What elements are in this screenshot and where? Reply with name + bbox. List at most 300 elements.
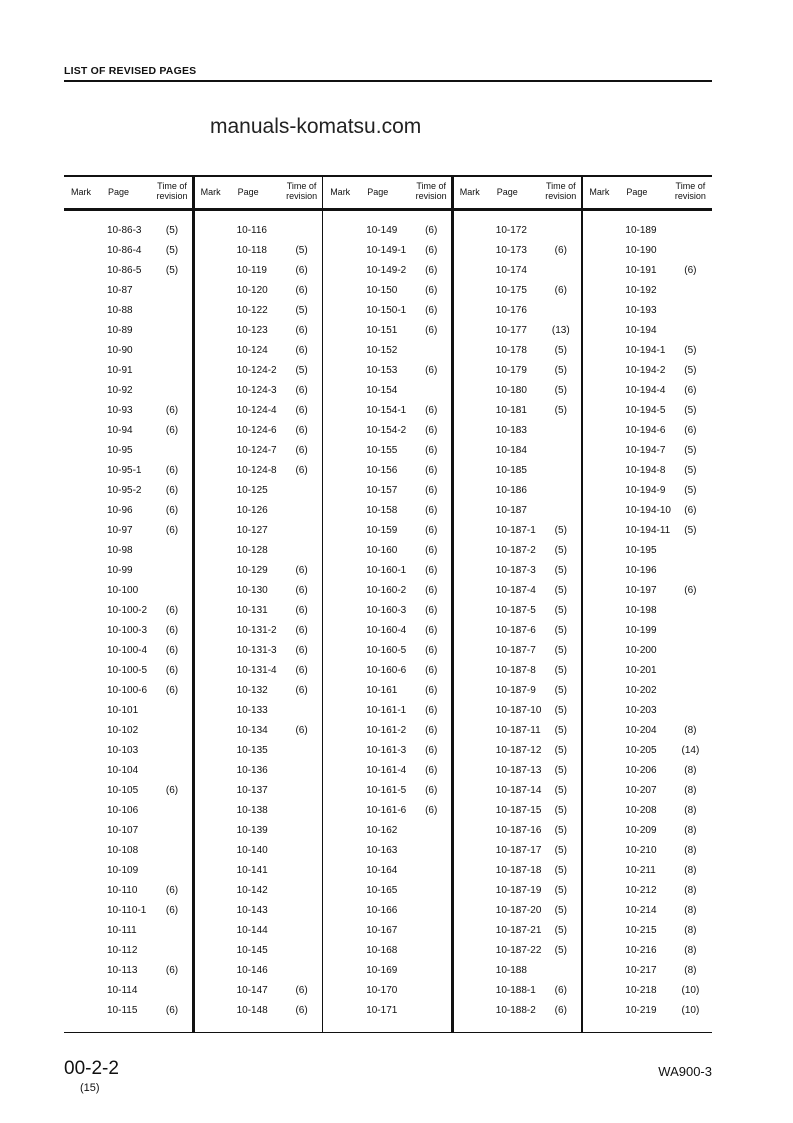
page-cell: 10-193 — [625, 305, 657, 316]
table-row — [323, 365, 453, 379]
table-row — [453, 945, 583, 959]
page-cell: 10-112 — [107, 945, 138, 956]
page-cell: 10-192 — [625, 285, 657, 296]
page-cell: 10-186 — [495, 485, 527, 496]
page-cell: 10-103 — [107, 745, 139, 756]
page-cell: 10-100-4 — [107, 645, 148, 656]
table-row — [64, 625, 194, 639]
table-row — [582, 565, 712, 579]
table-row — [64, 265, 194, 279]
page-cell: 10-204 — [625, 725, 657, 736]
table-row — [194, 845, 324, 859]
table-row — [194, 505, 324, 519]
table-row — [453, 605, 583, 619]
revision-cell: (5) — [554, 365, 567, 376]
page-cell: 10-114 — [107, 985, 138, 996]
revision-cell: (5) — [165, 265, 179, 276]
page-cell: 10-124-6 — [236, 425, 277, 436]
page-cell: 10-91 — [107, 365, 133, 376]
page-cell: 10-88 — [107, 305, 133, 316]
page-cell: 10-211 — [625, 865, 656, 876]
table-row — [453, 305, 583, 319]
table-row — [453, 845, 583, 859]
revision-cell: (8) — [684, 785, 697, 796]
page-cell: 10-161 — [366, 685, 398, 696]
revision-cell: (5) — [295, 365, 308, 376]
revision-cell: (8) — [684, 725, 697, 736]
page-cell: 10-181 — [495, 405, 527, 416]
table-row — [582, 265, 712, 279]
table-row — [64, 505, 194, 519]
page-cell: 10-125 — [236, 485, 268, 496]
page-cell: 10-124-8 — [236, 465, 277, 476]
revision-cell: (5) — [684, 365, 697, 376]
page-cell: 10-187-4 — [495, 585, 536, 596]
revision-cell: (6) — [295, 1005, 308, 1016]
table-row — [64, 485, 194, 499]
table-row — [64, 345, 194, 359]
page-cell: 10-194 — [625, 325, 657, 336]
table-row — [453, 705, 583, 719]
revision-cell: (6) — [425, 805, 438, 816]
page-cell: 10-191 — [625, 265, 657, 276]
page-cell: 10-150-1 — [366, 305, 407, 316]
revision-cell: (5) — [554, 905, 567, 916]
page-cell: 10-160-6 — [366, 665, 407, 676]
table-row — [64, 645, 194, 659]
table-row — [582, 485, 712, 499]
page-cell: 10-95-1 — [107, 465, 142, 476]
model-name: WA900-3 — [658, 1064, 712, 1079]
page-cell: 10-142 — [236, 885, 268, 896]
table-row — [582, 1005, 712, 1019]
table-row — [582, 585, 712, 599]
page-cell: 10-144 — [236, 925, 268, 936]
page-cell: 10-194-5 — [625, 405, 666, 416]
revision-cell: (6) — [554, 245, 567, 256]
revision-cell: (5) — [165, 225, 179, 236]
table-row — [64, 685, 194, 699]
table-row — [582, 425, 712, 439]
revision-cell: (5) — [295, 305, 308, 316]
table-row — [323, 965, 453, 979]
column-group — [582, 177, 712, 1032]
page-cell: 10-160-1 — [366, 565, 407, 576]
revision-cell: (6) — [165, 525, 179, 536]
revision-cell: (6) — [425, 325, 438, 336]
page-cell: 10-164 — [366, 865, 398, 876]
header-mark: Mark — [330, 187, 351, 197]
page-cell: 10-149-2 — [366, 265, 407, 276]
table-row — [582, 405, 712, 419]
table-row — [64, 725, 194, 739]
page-cell: 10-118 — [236, 245, 267, 256]
header-revision: Time of revision — [674, 181, 706, 201]
revision-cell: (6) — [165, 425, 179, 436]
table-row — [582, 945, 712, 959]
table-row — [582, 685, 712, 699]
page-cell: 10-189 — [625, 225, 657, 236]
revision-cell: (5) — [554, 925, 567, 936]
page-cell: 10-187-7 — [495, 645, 536, 656]
revision-cell: (6) — [425, 705, 438, 716]
table-row — [194, 465, 324, 479]
revision-cell: (6) — [425, 285, 438, 296]
revision-cell: (6) — [165, 965, 179, 976]
page-cell: 10-187-18 — [495, 865, 542, 876]
revision-cell: (6) — [165, 605, 179, 616]
table-row — [453, 885, 583, 899]
header-mark: Mark — [459, 187, 480, 197]
table-row — [453, 325, 583, 339]
table-row — [194, 785, 324, 799]
revision-cell: (6) — [425, 645, 438, 656]
page-cell: 10-202 — [625, 685, 657, 696]
table-row — [582, 645, 712, 659]
table-row — [582, 665, 712, 679]
page-cell: 10-152 — [366, 345, 398, 356]
page-cell: 10-194-8 — [625, 465, 666, 476]
page-cell: 10-133 — [236, 705, 268, 716]
page-cell: 10-128 — [236, 545, 268, 556]
revision-cell: (14) — [681, 745, 700, 756]
revision-cell: (6) — [425, 405, 438, 416]
revision-cell: (6) — [425, 725, 438, 736]
page-cell: 10-136 — [236, 765, 268, 776]
page-cell: 10-216 — [625, 945, 657, 956]
page-cell: 10-177 — [495, 325, 527, 336]
table-row — [453, 405, 583, 419]
table-row — [323, 225, 453, 239]
page-cell: 10-183 — [495, 425, 527, 436]
table-row — [323, 765, 453, 779]
revised-pages-table — [64, 175, 712, 1033]
page-cell: 10-167 — [366, 925, 398, 936]
table-row — [194, 945, 324, 959]
page-cell: 10-146 — [236, 965, 268, 976]
page-cell: 10-208 — [625, 805, 657, 816]
revision-cell: (5) — [554, 665, 567, 676]
revision-cell: (6) — [165, 505, 179, 516]
column-group — [64, 177, 194, 1032]
watermark: manuals-komatsu.com — [210, 115, 422, 138]
page-cell: 10-210 — [625, 845, 657, 856]
page-cell: 10-194-7 — [625, 445, 666, 456]
table-row — [582, 285, 712, 299]
table-row — [194, 705, 324, 719]
table-row — [194, 965, 324, 979]
page-cell: 10-207 — [625, 785, 657, 796]
table-row — [64, 805, 194, 819]
table-row — [453, 565, 583, 579]
page-cell: 10-138 — [236, 805, 268, 816]
table-row — [194, 1005, 324, 1019]
table-row — [64, 425, 194, 439]
page-cell: 10-127 — [236, 525, 268, 536]
table-row — [323, 445, 453, 459]
table-row — [194, 225, 324, 239]
table-row — [323, 925, 453, 939]
table-row — [323, 685, 453, 699]
table-row — [323, 425, 453, 439]
table-row — [323, 985, 453, 999]
table-row — [582, 965, 712, 979]
page-cell: 10-187-22 — [495, 945, 542, 956]
page-cell: 10-158 — [366, 505, 398, 516]
revision-cell: (5) — [554, 785, 567, 796]
revision-cell: (5) — [554, 825, 567, 836]
page-cell: 10-119 — [236, 265, 267, 276]
table-row — [323, 565, 453, 579]
header-page: Page — [237, 187, 259, 197]
page-cell: 10-122 — [236, 305, 268, 316]
revision-cell: (5) — [165, 245, 179, 256]
revision-cell: (8) — [684, 925, 697, 936]
revision-cell: (6) — [295, 425, 308, 436]
page-cell: 10-188 — [495, 965, 527, 976]
header-mark: Mark — [589, 187, 610, 197]
header-mark: Mark — [200, 187, 221, 197]
revision-cell: (6) — [554, 985, 567, 996]
table-row — [453, 385, 583, 399]
table-row — [194, 745, 324, 759]
table-row — [64, 925, 194, 939]
table-row — [64, 285, 194, 299]
table-row — [323, 885, 453, 899]
page-cell: 10-190 — [625, 245, 657, 256]
table-row — [194, 605, 324, 619]
page-cell: 10-159 — [366, 525, 398, 536]
page-cell: 10-101 — [107, 705, 139, 716]
page-cell: 10-98 — [107, 545, 133, 556]
page-cell: 10-107 — [107, 825, 139, 836]
table-row — [323, 625, 453, 639]
page-cell: 10-209 — [625, 825, 657, 836]
page-cell: 10-99 — [107, 565, 133, 576]
table-row — [582, 625, 712, 639]
table-row — [582, 385, 712, 399]
table-row — [453, 765, 583, 779]
table-row — [64, 845, 194, 859]
table-row — [194, 285, 324, 299]
table-row — [194, 405, 324, 419]
header-mark: Mark — [71, 187, 91, 197]
header-page: Page — [367, 187, 389, 197]
table-row — [64, 365, 194, 379]
page-cell: 10-151 — [366, 325, 398, 336]
revision-cell: (8) — [684, 805, 697, 816]
table-row — [64, 565, 194, 579]
page-cell: 10-143 — [236, 905, 268, 916]
table-row — [582, 445, 712, 459]
page-cell: 10-187-12 — [495, 745, 542, 756]
table-row — [582, 365, 712, 379]
revision-cell: (6) — [165, 645, 179, 656]
table-row — [582, 845, 712, 859]
table-row — [582, 905, 712, 919]
table-row — [64, 885, 194, 899]
page-cell: 10-203 — [625, 705, 657, 716]
revision-cell: (6) — [684, 265, 697, 276]
table-row — [194, 385, 324, 399]
page-cell: 10-194-10 — [625, 505, 671, 516]
revision-cell: (5) — [554, 885, 567, 896]
page-cell: 10-102 — [107, 725, 139, 736]
revision-cell: (5) — [554, 645, 567, 656]
revision-cell: (6) — [425, 585, 438, 596]
table-row — [64, 605, 194, 619]
table-row — [64, 445, 194, 459]
page-cell: 10-194-1 — [625, 345, 666, 356]
page-cell: 10-169 — [366, 965, 398, 976]
header-revision: Time of revision — [156, 181, 188, 201]
table-row — [453, 285, 583, 299]
table-row — [64, 765, 194, 779]
table-row — [582, 605, 712, 619]
page-cell: 10-162 — [366, 825, 398, 836]
page-cell: 10-187 — [495, 505, 527, 516]
table-row — [323, 1005, 453, 1019]
revision-cell: (6) — [684, 505, 697, 516]
table-row — [323, 905, 453, 919]
table-row — [194, 525, 324, 539]
page-cell: 10-194-11 — [625, 525, 671, 536]
page-cell: 10-92 — [107, 385, 133, 396]
table-row — [64, 465, 194, 479]
page-cell: 10-187-10 — [495, 705, 542, 716]
table-row — [323, 805, 453, 819]
revision-cell: (5) — [684, 485, 697, 496]
page-cell: 10-129 — [236, 565, 268, 576]
table-row — [323, 865, 453, 879]
table-row — [64, 965, 194, 979]
table-row — [453, 225, 583, 239]
revision-cell: (5) — [554, 845, 567, 856]
table-row — [194, 865, 324, 879]
page-cell: 10-187-11 — [495, 725, 541, 736]
table-row — [323, 505, 453, 519]
page-cell: 10-187-21 — [495, 925, 542, 936]
table-row — [582, 465, 712, 479]
table-row — [194, 905, 324, 919]
page-cell: 10-94 — [107, 425, 133, 436]
revision-cell: (6) — [684, 385, 697, 396]
table-row — [582, 745, 712, 759]
header-page: Page — [626, 187, 648, 197]
page-cell: 10-149 — [366, 225, 398, 236]
revision-cell: (6) — [425, 545, 438, 556]
revision-cell: (6) — [295, 645, 308, 656]
page-cell: 10-153 — [366, 365, 398, 376]
page-cell: 10-100-5 — [107, 665, 148, 676]
table-row — [64, 1005, 194, 1019]
page-cell: 10-141 — [236, 865, 268, 876]
revision-cell: (6) — [425, 665, 438, 676]
table-row — [453, 585, 583, 599]
page-cell: 10-217 — [625, 965, 657, 976]
page-cell: 10-206 — [625, 765, 657, 776]
page-cell: 10-212 — [625, 885, 657, 896]
page-cell: 10-139 — [236, 825, 268, 836]
table-row — [194, 805, 324, 819]
page-cell: 10-148 — [236, 1005, 268, 1016]
table-row — [323, 585, 453, 599]
page-cell: 10-97 — [107, 525, 133, 536]
revision-cell: (6) — [295, 725, 308, 736]
revision-cell: (6) — [554, 285, 567, 296]
page-cell: 10-187-1 — [495, 525, 536, 536]
page-cell: 10-161-5 — [366, 785, 407, 796]
table-row — [582, 885, 712, 899]
page-cell: 10-160-3 — [366, 605, 407, 616]
table-row — [64, 385, 194, 399]
page-cell: 10-86-5 — [107, 265, 142, 276]
table-row — [323, 545, 453, 559]
revision-cell: (5) — [554, 585, 567, 596]
table-row — [64, 905, 194, 919]
page-cell: 10-214 — [625, 905, 657, 916]
page-cell: 10-135 — [236, 745, 268, 756]
page-cell: 10-95 — [107, 445, 133, 456]
revision-cell: (8) — [684, 825, 697, 836]
page-cell: 10-93 — [107, 405, 133, 416]
page-cell: 10-194-9 — [625, 485, 666, 496]
table-row — [453, 245, 583, 259]
table-row — [64, 545, 194, 559]
revision-cell: (5) — [684, 405, 697, 416]
page-cell: 10-215 — [625, 925, 657, 936]
page-cell: 10-106 — [107, 805, 139, 816]
revision-cell: (6) — [165, 625, 179, 636]
revision-cell: (6) — [295, 605, 308, 616]
revision-cell: (6) — [425, 425, 438, 436]
revision-cell: (6) — [425, 305, 438, 316]
revision-cell: (5) — [554, 805, 567, 816]
table-row — [194, 265, 324, 279]
page-cell: 10-187-19 — [495, 885, 542, 896]
page-cell: 10-165 — [366, 885, 398, 896]
revision-cell: (5) — [684, 525, 697, 536]
table-row — [582, 525, 712, 539]
revision-cell: (6) — [295, 445, 308, 456]
page-cell: 10-155 — [366, 445, 398, 456]
page-cell: 10-195 — [625, 545, 657, 556]
revision-cell: (6) — [425, 505, 438, 516]
revision-cell: (6) — [295, 585, 308, 596]
revision-cell: (6) — [295, 985, 308, 996]
page-cell: 10-187-14 — [495, 785, 542, 796]
page-cell: 10-156 — [366, 465, 398, 476]
page-cell: 10-131 — [236, 605, 268, 616]
title-divider — [64, 80, 712, 82]
revision-cell: (5) — [554, 705, 567, 716]
revision-cell: (6) — [295, 345, 308, 356]
revision-cell: (6) — [165, 685, 179, 696]
table-row — [64, 585, 194, 599]
table-row — [453, 665, 583, 679]
page-cell: 10-111 — [107, 925, 137, 936]
page-cell: 10-96 — [107, 505, 133, 516]
page-cell: 10-161-4 — [366, 765, 407, 776]
page-cell: 10-100 — [107, 585, 139, 596]
page-cell: 10-154-2 — [366, 425, 407, 436]
page-cell: 10-187-8 — [495, 665, 536, 676]
revision-cell: (5) — [554, 385, 567, 396]
revision-cell: (5) — [554, 945, 567, 956]
page-cell: 10-187-15 — [495, 805, 542, 816]
table-row — [582, 545, 712, 559]
page-cell: 10-130 — [236, 585, 268, 596]
